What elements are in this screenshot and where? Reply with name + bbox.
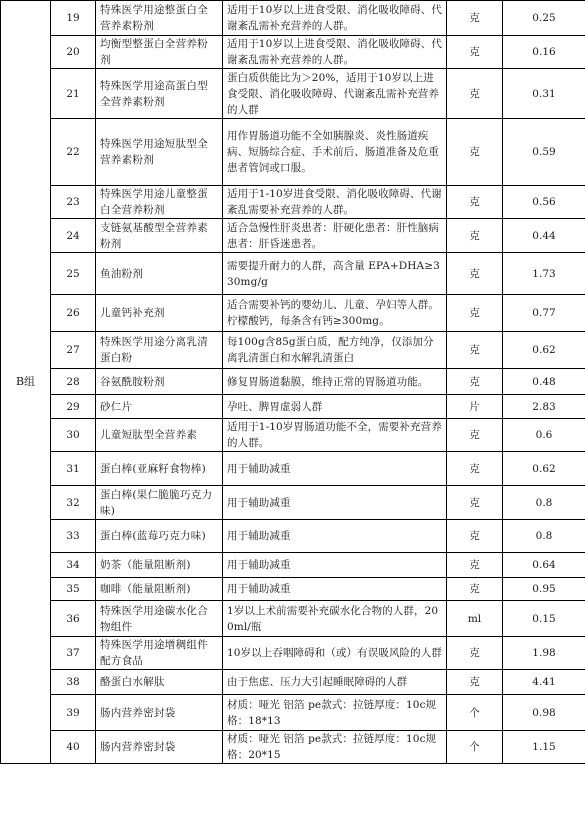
product-name-cell: 肠内营养密封袋 — [96, 731, 223, 764]
table-body — [1, 1, 585, 764]
table-row — [1, 186, 585, 219]
price-cell: 2.83 — [503, 395, 585, 419]
description-cell: 材质：哑光 铝箔 pe款式：拉链厚度：10c规格：18*13 — [223, 695, 447, 731]
product-name-cell: 儿童短肽型全营养素 — [96, 419, 223, 452]
unit-cell: 克 — [447, 369, 503, 395]
table-row — [1, 295, 585, 332]
row-number-cell: 38 — [51, 670, 96, 695]
row-number-cell: 36 — [51, 601, 96, 637]
unit-cell: 克 — [447, 578, 503, 601]
description-cell: 用于辅助减重 — [223, 486, 447, 520]
unit-cell: 克 — [447, 219, 503, 253]
row-number-cell: 32 — [51, 486, 96, 520]
row-number-cell: 33 — [51, 520, 96, 553]
price-cell: 1.73 — [503, 253, 585, 295]
product-name-cell: 酪蛋白水解肽 — [96, 670, 223, 695]
row-number-cell: 37 — [51, 637, 96, 670]
table-row — [1, 69, 585, 119]
price-cell: 0.6 — [503, 419, 585, 452]
row-number-cell: 20 — [51, 36, 96, 69]
unit-cell: 克 — [447, 36, 503, 69]
row-number-cell: 39 — [51, 695, 96, 731]
price-cell: 0.8 — [503, 520, 585, 553]
price-cell: 0.8 — [503, 486, 585, 520]
price-cell: 0.95 — [503, 578, 585, 601]
description-cell: 适用于1-10岁进食受限、消化吸收障碍、代谢紊乱需要补充营养的人群。 — [223, 186, 447, 219]
product-name-cell: 咖啡（能量阻断剂) — [96, 578, 223, 601]
product-name-cell: 谷氨酰胺粉剂 — [96, 369, 223, 395]
product-name-cell: 鱼油粉剂 — [96, 253, 223, 295]
price-cell: 0.77 — [503, 295, 585, 332]
description-cell: 1岁以上术前需要补充碳水化合物的人群，200ml/瓶 — [223, 601, 447, 637]
description-cell: 由于焦虑、压力大引起睡眠障碍的人群 — [223, 670, 447, 695]
description-cell: 需要提升耐力的人群，高含量 EPA+DHA≥330mg/g — [223, 253, 447, 295]
table-row — [1, 731, 585, 764]
unit-cell: 克 — [447, 119, 503, 186]
table-row — [1, 601, 585, 637]
table-row — [1, 520, 585, 553]
table-row — [1, 253, 585, 295]
table-row — [1, 395, 585, 419]
product-name-cell: 均衡型整蛋白全营养粉剂 — [96, 36, 223, 69]
description-cell: 用于辅助减重 — [223, 520, 447, 553]
price-cell: 0.59 — [503, 119, 585, 186]
product-name-cell: 特殊医学用途分离乳清蛋白粉 — [96, 332, 223, 369]
unit-cell: 克 — [447, 637, 503, 670]
table-row — [1, 695, 585, 731]
description-cell: 适用于10岁以上进食受限、消化吸收障碍、代谢紊乱需补充营养的人群。 — [223, 36, 447, 69]
row-number-cell: 23 — [51, 186, 96, 219]
unit-cell: 克 — [447, 452, 503, 486]
description-cell: 修复胃肠道黏膜，维持正常的胃肠道功能。 — [223, 369, 447, 395]
description-cell: 用于辅助减重 — [223, 452, 447, 486]
product-name-cell: 砂仁片 — [96, 395, 223, 419]
description-cell: 10岁以上吞咽障碍和（或）有误吸风险的人群 — [223, 637, 447, 670]
table-row — [1, 637, 585, 670]
unit-cell: 片 — [447, 395, 503, 419]
unit-cell: 克 — [447, 1, 503, 36]
unit-cell: 个 — [447, 695, 503, 731]
price-cell: 0.15 — [503, 601, 585, 637]
unit-cell: ml — [447, 601, 503, 637]
row-number-cell: 31 — [51, 452, 96, 486]
unit-cell: 克 — [447, 69, 503, 119]
row-number-cell: 30 — [51, 419, 96, 452]
row-number-cell: 19 — [51, 1, 96, 36]
unit-cell: 克 — [447, 186, 503, 219]
product-name-cell: 蛋白棒(蓝莓巧克力味) — [96, 520, 223, 553]
product-name-cell: 蛋白棒(果仁脆脆巧克力味) — [96, 486, 223, 520]
product-name-cell: 特殊医学用途碳水化合物组件 — [96, 601, 223, 637]
unit-cell: 克 — [447, 332, 503, 369]
row-number-cell: 21 — [51, 69, 96, 119]
table-row — [1, 332, 585, 369]
product-name-cell: 蛋白棒(亚麻籽食物棒) — [96, 452, 223, 486]
price-cell: 0.64 — [503, 553, 585, 578]
table-row — [1, 1, 585, 36]
row-number-cell: 26 — [51, 295, 96, 332]
description-cell: 用于辅助减重 — [223, 578, 447, 601]
description-cell: 适用于10岁以上进食受限、消化吸收障碍、代谢紊乱需补充营养的人群。 — [223, 1, 447, 36]
unit-cell: 克 — [447, 486, 503, 520]
table-row — [1, 119, 585, 186]
table-row — [1, 486, 585, 520]
price-cell: 1.98 — [503, 637, 585, 670]
product-name-cell: 儿童钙补充剂 — [96, 295, 223, 332]
table-row — [1, 553, 585, 578]
description-cell: 适合急慢性肝炎患者：肝硬化患者：肝性脑病患者：肝昏迷患者。 — [223, 219, 447, 253]
row-number-cell: 29 — [51, 395, 96, 419]
product-name-cell: 特殊医学用途儿童整蛋白全营养粉剂 — [96, 186, 223, 219]
row-number-cell: 22 — [51, 119, 96, 186]
price-cell: 0.25 — [503, 1, 585, 36]
table-row — [1, 369, 585, 395]
description-cell: 适合需要补钙的婴幼儿、儿童、孕妇等人群。柠檬酸钙，每条含有钙≥300mg。 — [223, 295, 447, 332]
table-row — [1, 419, 585, 452]
product-name-cell: 特殊医学用途短肽型全营养素粉剂 — [96, 119, 223, 186]
row-number-cell: 34 — [51, 553, 96, 578]
row-number-cell: 27 — [51, 332, 96, 369]
table-row — [1, 452, 585, 486]
description-cell: 用作胃肠道功能不全如胰腺炎、炎性肠道疾病、短肠综合症、手术前后、肠道准备及危重患者管饲或口服。 — [223, 119, 447, 186]
price-cell: 1.15 — [503, 731, 585, 764]
group-label-cell: B组 — [1, 1, 51, 764]
product-name-cell: 特殊医学用途增稠组件配方食品 — [96, 637, 223, 670]
price-cell: 0.48 — [503, 369, 585, 395]
product-name-cell: 肠内营养密封袋 — [96, 695, 223, 731]
row-number-cell: 35 — [51, 578, 96, 601]
price-cell: 0.31 — [503, 69, 585, 119]
unit-cell: 克 — [447, 253, 503, 295]
description-cell: 材质：哑光 铝箔 pe款式：拉链厚度：10c规格：20*15 — [223, 731, 447, 764]
unit-cell: 个 — [447, 731, 503, 764]
unit-cell: 克 — [447, 670, 503, 695]
description-cell: 每100g含85g蛋白质，配方纯净，仅添加分离乳清蛋白和水解乳清蛋白 — [223, 332, 447, 369]
price-cell: 4.41 — [503, 670, 585, 695]
price-cell: 0.98 — [503, 695, 585, 731]
price-cell: 0.62 — [503, 332, 585, 369]
table-row — [1, 219, 585, 253]
table-row — [1, 578, 585, 601]
price-cell: 0.44 — [503, 219, 585, 253]
description-cell: 适用于1-10岁胃肠道功能不全，需要补充营养的人群。 — [223, 419, 447, 452]
price-cell: 0.56 — [503, 186, 585, 219]
table-row — [1, 670, 585, 695]
row-number-cell: 24 — [51, 219, 96, 253]
product-name-cell: 支链氨基酸型全营养素粉剂 — [96, 219, 223, 253]
table-row — [1, 36, 585, 69]
description-cell: 孕吐、脾胃虚弱人群 — [223, 395, 447, 419]
product-name-cell: 奶茶（能量阻断剂) — [96, 553, 223, 578]
row-number-cell: 25 — [51, 253, 96, 295]
description-cell: 蛋白质供能比为＞20%，适用于10岁以上进食受限、消化吸收障碍、代谢紊乱需补充营养的人群 — [223, 69, 447, 119]
unit-cell: 克 — [447, 520, 503, 553]
description-cell: 用于辅助减重 — [223, 553, 447, 578]
unit-cell: 克 — [447, 553, 503, 578]
price-cell: 0.16 — [503, 36, 585, 69]
row-number-cell: 40 — [51, 731, 96, 764]
unit-cell: 克 — [447, 295, 503, 332]
row-number-cell: 28 — [51, 369, 96, 395]
product-name-cell: 特殊医学用途高蛋白型全营养素粉剂 — [96, 69, 223, 119]
unit-cell: 克 — [447, 419, 503, 452]
product-name-cell: 特殊医学用途整蛋白全营养素粉剂 — [96, 1, 223, 36]
price-cell: 0.62 — [503, 452, 585, 486]
